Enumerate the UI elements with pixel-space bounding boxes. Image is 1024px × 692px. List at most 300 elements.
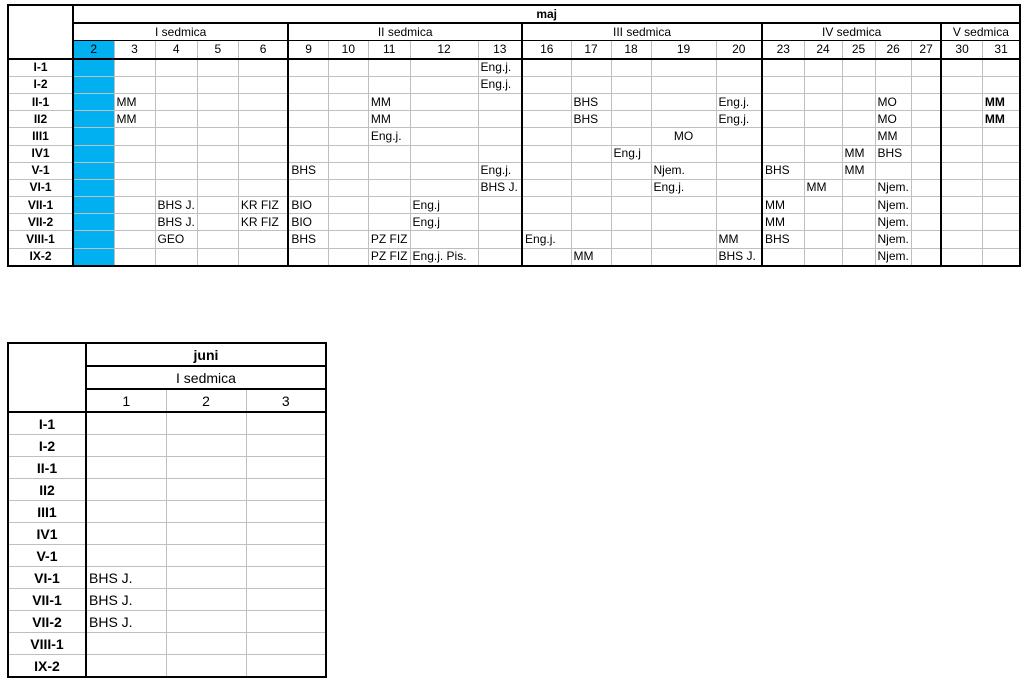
schedule-cell: MM (368, 93, 410, 110)
schedule-cell: BHS (288, 162, 328, 179)
schedule-cell (73, 111, 114, 128)
schedule-cell (328, 197, 368, 214)
schedule-cell (941, 111, 982, 128)
schedule-cell: BHS (762, 231, 804, 248)
schedule-cell (804, 93, 842, 110)
schedule-cell (73, 179, 114, 196)
schedule-cell (651, 145, 716, 162)
schedule-cell (166, 501, 246, 523)
schedule-cell (114, 197, 155, 214)
schedule-cell (86, 523, 166, 545)
schedule-cell: Eng.j. (478, 59, 522, 77)
schedule-cell (246, 412, 326, 435)
schedule-cell (166, 479, 246, 501)
schedule-cell (86, 501, 166, 523)
schedule-cell: BHS J. (86, 611, 166, 633)
schedule-cell: Njem. (875, 231, 911, 248)
schedule-cell (410, 111, 478, 128)
schedule-cell (86, 655, 166, 678)
schedule-cell (155, 145, 197, 162)
schedule-cell (246, 479, 326, 501)
table-row (8, 111, 1020, 128)
schedule-cell (288, 93, 328, 110)
week-header: I sedmica (86, 366, 326, 389)
schedule-cell (982, 231, 1020, 248)
schedule-cell (166, 611, 246, 633)
schedule-cell (911, 111, 941, 128)
schedule-cell (804, 128, 842, 145)
class-label: IX-2 (8, 248, 73, 266)
schedule-cell (328, 93, 368, 110)
schedule-cell: Njem. (875, 248, 911, 266)
schedule-cell (288, 145, 328, 162)
schedule-cell (651, 59, 716, 77)
schedule-cell (197, 111, 238, 128)
table-row (8, 523, 326, 545)
schedule-cell (155, 76, 197, 93)
schedule-cell: MO (875, 111, 911, 128)
schedule-cell (911, 179, 941, 196)
schedule-cell: PZ FIZ (368, 248, 410, 266)
schedule-cell (716, 214, 762, 231)
schedule-cell (288, 248, 328, 266)
schedule-cell (651, 111, 716, 128)
day-header: 12 (410, 41, 478, 59)
class-label: V-1 (8, 545, 86, 567)
schedule-cell (842, 179, 875, 196)
day-header: 18 (611, 41, 651, 59)
class-label: II-1 (8, 457, 86, 479)
day-header: 25 (842, 41, 875, 59)
schedule-cell: MM (982, 93, 1020, 110)
schedule-cell: BHS J. (86, 567, 166, 589)
schedule-cell (478, 128, 522, 145)
schedule-cell (716, 128, 762, 145)
schedule-cell (288, 76, 328, 93)
schedule-cell (238, 248, 288, 266)
table-row (8, 435, 326, 457)
schedule-cell: Njem. (875, 179, 911, 196)
table-row (8, 231, 1020, 248)
schedule-cell (478, 231, 522, 248)
class-label: II2 (8, 111, 73, 128)
schedule-cell (368, 76, 410, 93)
schedule-cell (804, 214, 842, 231)
schedule-cell (716, 76, 762, 93)
schedule-cell (166, 545, 246, 567)
schedule-cell (941, 197, 982, 214)
schedule-cell (611, 59, 651, 77)
schedule-cell (522, 111, 571, 128)
week-header: V sedmica (941, 23, 1020, 41)
schedule-cell: MM (804, 179, 842, 196)
class-label: VIII-1 (8, 633, 86, 655)
schedule-cell (941, 231, 982, 248)
schedule-cell: MM (842, 162, 875, 179)
schedule-cell (155, 59, 197, 77)
schedule-cell: Eng.j. (716, 93, 762, 110)
schedule-cell (238, 231, 288, 248)
class-label: IV1 (8, 145, 73, 162)
schedule-cell (73, 145, 114, 162)
schedule-cell (982, 128, 1020, 145)
schedule-cell (842, 128, 875, 145)
day-header: 26 (875, 41, 911, 59)
day-header: 1 (86, 389, 166, 412)
schedule-cell (762, 93, 804, 110)
schedule-cell (842, 214, 875, 231)
table-row (8, 145, 1020, 162)
schedule-cell (328, 111, 368, 128)
table-row (8, 248, 1020, 266)
day-header: 3 (246, 389, 326, 412)
schedule-cell (73, 76, 114, 93)
table-row (8, 567, 326, 589)
schedule-cell: Eng.j (611, 145, 651, 162)
schedule-cell (762, 179, 804, 196)
week-header: III sedmica (522, 23, 762, 41)
schedule-cell (73, 231, 114, 248)
day-header: 17 (571, 41, 611, 59)
schedule-cell (804, 162, 842, 179)
schedule-cell (114, 128, 155, 145)
schedule-cell (246, 457, 326, 479)
schedule-cell (155, 93, 197, 110)
schedule-cell (982, 145, 1020, 162)
may-schedule-table (7, 4, 1021, 267)
schedule-cell (762, 128, 804, 145)
schedule-cell: MM (368, 111, 410, 128)
day-header: 23 (762, 41, 804, 59)
schedule-cell: KR FIZ (238, 197, 288, 214)
schedule-cell (911, 214, 941, 231)
table-row (8, 93, 1020, 110)
schedule-cell: BHS J. (155, 214, 197, 231)
schedule-cell (651, 76, 716, 93)
schedule-cell (197, 128, 238, 145)
schedule-cell (368, 179, 410, 196)
schedule-cell (982, 197, 1020, 214)
schedule-cell (73, 59, 114, 77)
schedule-cell (114, 162, 155, 179)
schedule-cell (571, 145, 611, 162)
schedule-cell (478, 248, 522, 266)
schedule-cell (155, 128, 197, 145)
day-header: 3 (114, 41, 155, 59)
schedule-cell (246, 523, 326, 545)
schedule-cell (571, 197, 611, 214)
schedule-cell (611, 179, 651, 196)
table-row (8, 128, 1020, 145)
day-header: 19 (651, 41, 716, 59)
schedule-cell (651, 93, 716, 110)
schedule-cell (522, 179, 571, 196)
schedule-cell (368, 197, 410, 214)
day-header: 5 (197, 41, 238, 59)
schedule-cell (246, 435, 326, 457)
class-label: VII-2 (8, 214, 73, 231)
schedule-cell (522, 248, 571, 266)
schedule-cell (762, 59, 804, 77)
schedule-cell (288, 111, 328, 128)
schedule-cell (911, 197, 941, 214)
schedule-cell: Eng.j. (478, 76, 522, 93)
schedule-cell (651, 197, 716, 214)
schedule-cell (571, 214, 611, 231)
schedule-cell (368, 145, 410, 162)
schedule-cell (611, 197, 651, 214)
schedule-cell (238, 128, 288, 145)
schedule-cell (166, 435, 246, 457)
schedule-cell (611, 214, 651, 231)
schedule-cell (804, 59, 842, 77)
day-header: 6 (238, 41, 288, 59)
table-row (8, 412, 326, 435)
schedule-cell (410, 231, 478, 248)
schedule-cell (197, 59, 238, 77)
schedule-cell (86, 412, 166, 435)
schedule-cell (478, 214, 522, 231)
schedule-cell: Njem. (875, 197, 911, 214)
schedule-cell (478, 111, 522, 128)
schedule-cell: MM (982, 111, 1020, 128)
schedule-cell (611, 76, 651, 93)
schedule-cell (197, 162, 238, 179)
schedule-cell: BHS (762, 162, 804, 179)
schedule-cell (197, 248, 238, 266)
schedule-cell (982, 162, 1020, 179)
schedule-cell: MM (571, 248, 611, 266)
schedule-cell: MM (842, 145, 875, 162)
schedule-cell (911, 93, 941, 110)
class-label: IV1 (8, 523, 86, 545)
schedule-cell: Eng.j. (522, 231, 571, 248)
class-label: VII-2 (8, 611, 86, 633)
schedule-cell (911, 59, 941, 77)
schedule-cell (804, 197, 842, 214)
schedule-cell (166, 457, 246, 479)
schedule-cell (522, 59, 571, 77)
schedule-cell (368, 214, 410, 231)
schedule-cell (941, 145, 982, 162)
day-header: 2 (73, 41, 114, 59)
schedule-cell (246, 545, 326, 567)
day-header: 31 (982, 41, 1020, 59)
week-header: II sedmica (288, 23, 522, 41)
schedule-cell (328, 179, 368, 196)
schedule-cell (197, 93, 238, 110)
day-header: 10 (328, 41, 368, 59)
schedule-cell (155, 162, 197, 179)
schedule-cell (716, 197, 762, 214)
schedule-cell (842, 59, 875, 77)
schedule-cell (611, 248, 651, 266)
schedule-cell (246, 589, 326, 611)
schedule-cell (571, 231, 611, 248)
table-row (8, 655, 326, 678)
schedule-cell (911, 248, 941, 266)
schedule-cell (166, 567, 246, 589)
schedule-cell: Eng.j. (651, 179, 716, 196)
schedule-cell (911, 128, 941, 145)
schedule-cell (478, 93, 522, 110)
table-row (8, 162, 1020, 179)
schedule-cell (73, 197, 114, 214)
table-row (8, 76, 1020, 93)
day-header: 30 (941, 41, 982, 59)
week-header: IV sedmica (762, 23, 941, 41)
schedule-cell (197, 214, 238, 231)
schedule-cell (328, 128, 368, 145)
schedule-cell (73, 128, 114, 145)
schedule-cell (238, 59, 288, 77)
schedule-cell (478, 197, 522, 214)
schedule-cell (86, 633, 166, 655)
schedule-cell (328, 145, 368, 162)
schedule-cell (842, 248, 875, 266)
schedule-cell (522, 93, 571, 110)
schedule-cell (238, 145, 288, 162)
schedule-cell (762, 111, 804, 128)
class-label: VII-1 (8, 589, 86, 611)
schedule-cell (911, 145, 941, 162)
schedule-cell: Njem. (651, 162, 716, 179)
table-row (8, 589, 326, 611)
schedule-cell (941, 128, 982, 145)
schedule-cell: BHS (875, 145, 911, 162)
table-row (8, 179, 1020, 196)
schedule-cell: BHS J. (86, 589, 166, 611)
schedule-cell (941, 248, 982, 266)
schedule-cell: BHS (288, 231, 328, 248)
day-header: 9 (288, 41, 328, 59)
schedule-cell (410, 128, 478, 145)
schedule-cell (941, 59, 982, 77)
schedule-cell (522, 76, 571, 93)
schedule-cell (571, 162, 611, 179)
schedule-cell (941, 214, 982, 231)
table-row (8, 197, 1020, 214)
schedule-cell (86, 479, 166, 501)
month-header-may: maj (73, 5, 1020, 23)
schedule-cell: GEO (155, 231, 197, 248)
schedule-cell (328, 248, 368, 266)
schedule-cell: Eng.j (410, 197, 478, 214)
schedule-cell (288, 128, 328, 145)
schedule-cell: BIO (288, 197, 328, 214)
schedule-cell (86, 545, 166, 567)
table-row (8, 611, 326, 633)
schedule-cell (941, 162, 982, 179)
schedule-cell (522, 128, 571, 145)
class-label: I-1 (8, 412, 86, 435)
corner-cell (8, 343, 86, 412)
day-header: 11 (368, 41, 410, 59)
schedule-cell (842, 76, 875, 93)
schedule-cell: PZ FIZ (368, 231, 410, 248)
schedule-cell (911, 231, 941, 248)
schedule-cell (716, 179, 762, 196)
class-label: IX-2 (8, 655, 86, 678)
class-label: VI-1 (8, 567, 86, 589)
schedule-cell (611, 128, 651, 145)
day-header: 4 (155, 41, 197, 59)
schedule-cell: BHS (571, 111, 611, 128)
table-row (8, 633, 326, 655)
schedule-cell (114, 179, 155, 196)
schedule-cell (571, 59, 611, 77)
schedule-cell (571, 179, 611, 196)
class-label: VII-1 (8, 197, 73, 214)
class-label: VIII-1 (8, 231, 73, 248)
schedule-cell (238, 76, 288, 93)
schedule-cell (522, 162, 571, 179)
schedule-cell (238, 179, 288, 196)
schedule-cell: Njem. (875, 214, 911, 231)
schedule-cell (410, 179, 478, 196)
schedule-cell (328, 76, 368, 93)
schedule-cell (941, 76, 982, 93)
schedule-cell (611, 231, 651, 248)
class-label: I-2 (8, 435, 86, 457)
schedule-cell (982, 76, 1020, 93)
class-label: III1 (8, 128, 73, 145)
schedule-cell (762, 248, 804, 266)
schedule-cell (522, 197, 571, 214)
schedule-cell (246, 567, 326, 589)
schedule-cell: Eng.j. (368, 128, 410, 145)
schedule-cell (611, 93, 651, 110)
schedule-cell: Eng.j (410, 214, 478, 231)
schedule-cell (410, 93, 478, 110)
table-row (8, 501, 326, 523)
schedule-cell (611, 162, 651, 179)
schedule-cell: Eng.j. Pis. (410, 248, 478, 266)
schedule-cell (410, 76, 478, 93)
schedule-cell (875, 76, 911, 93)
schedule-cell (238, 111, 288, 128)
schedule-cell (288, 179, 328, 196)
schedule-cell (328, 214, 368, 231)
schedule-cell (114, 59, 155, 77)
schedule-cell (410, 162, 478, 179)
schedule-cell: MM (762, 197, 804, 214)
day-header: 24 (804, 41, 842, 59)
table-row (8, 479, 326, 501)
class-label: VI-1 (8, 179, 73, 196)
schedule-cell: BHS J. (716, 248, 762, 266)
schedule-cell (804, 145, 842, 162)
schedule-cell (410, 59, 478, 77)
schedule-cell (571, 128, 611, 145)
schedule-cell: MM (762, 214, 804, 231)
schedule-cell: BHS J. (478, 179, 522, 196)
schedule-cell (982, 248, 1020, 266)
schedule-cell (804, 231, 842, 248)
schedule-cell (73, 248, 114, 266)
schedule-cell (571, 76, 611, 93)
class-label: V-1 (8, 162, 73, 179)
day-header: 20 (716, 41, 762, 59)
schedule-cell (155, 179, 197, 196)
schedule-cell (651, 231, 716, 248)
schedule-cell (155, 248, 197, 266)
schedule-cell: Eng.j. (716, 111, 762, 128)
schedule-cell (522, 145, 571, 162)
week-header: I sedmica (73, 23, 288, 41)
schedule-cell (246, 633, 326, 655)
schedule-cell (611, 111, 651, 128)
